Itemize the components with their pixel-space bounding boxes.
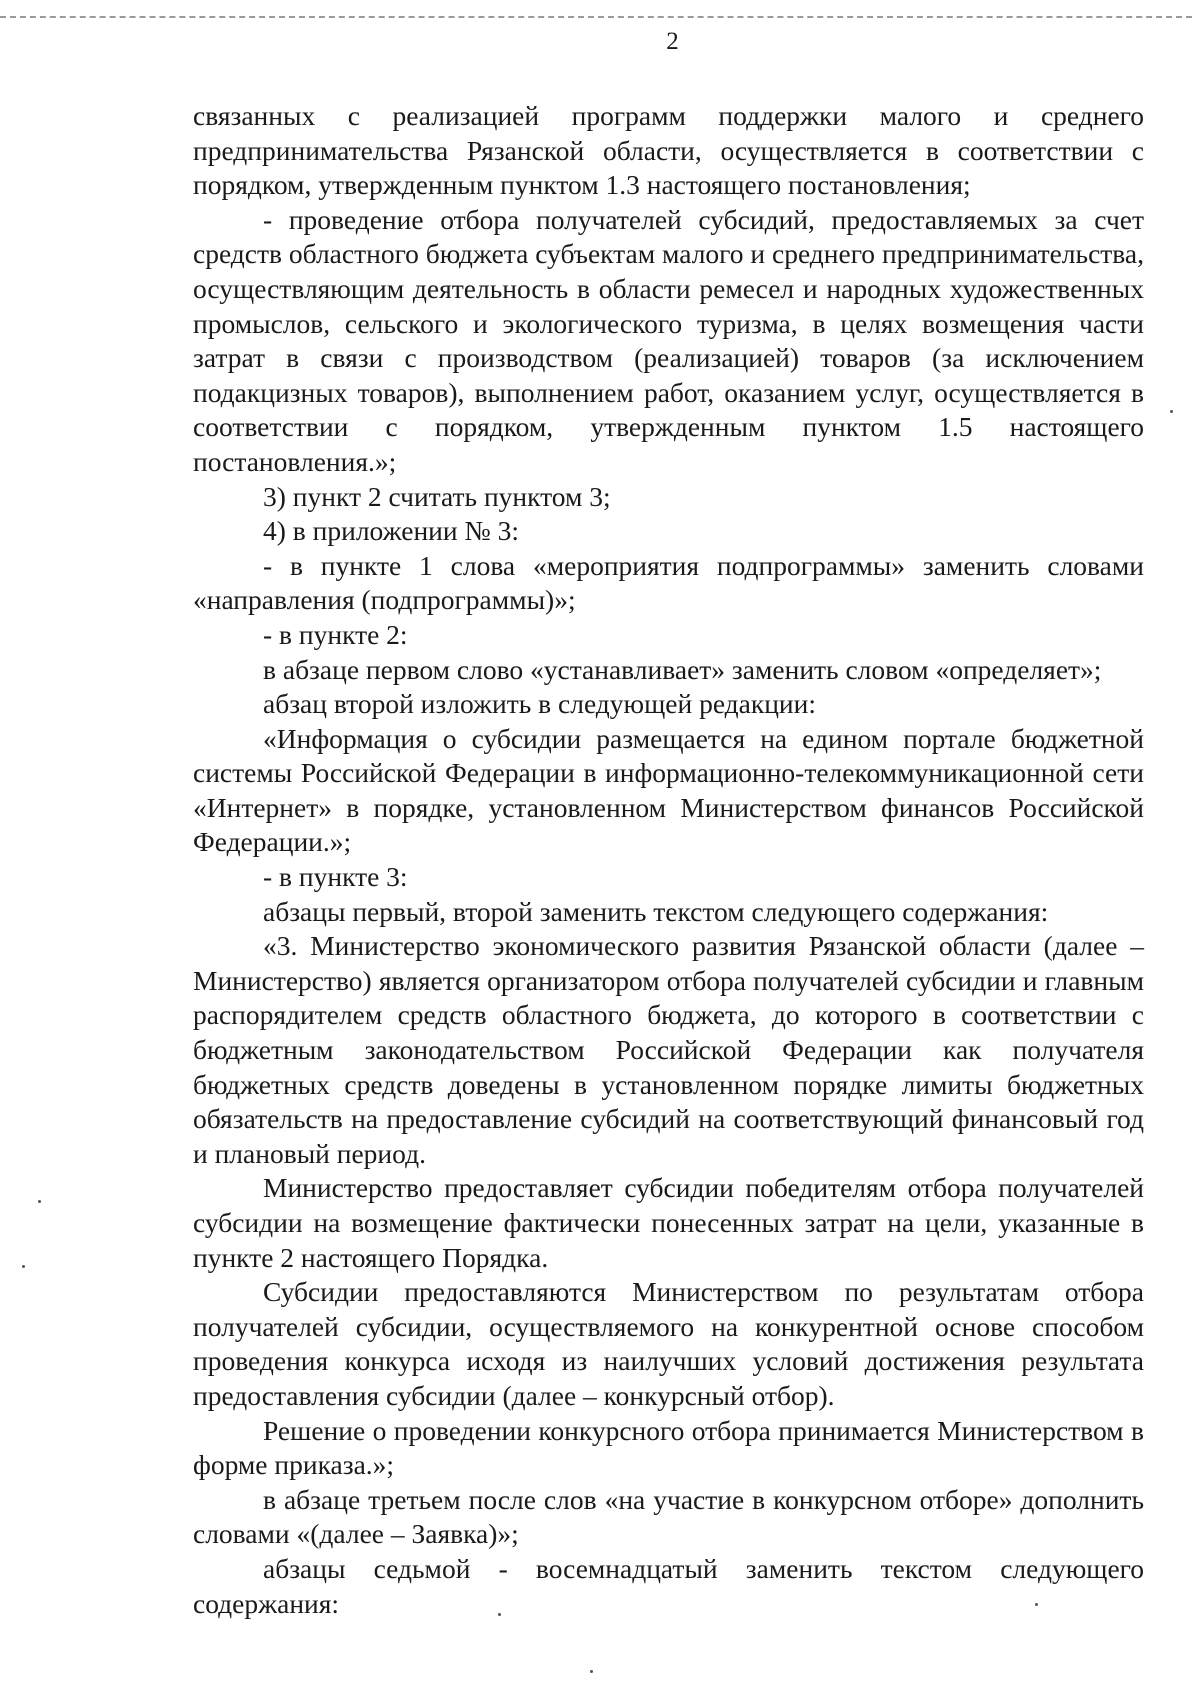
scan-speck: [22, 1265, 25, 1268]
scan-speck: [498, 1613, 501, 1616]
paragraph: - в пункте 1 слова «мероприятия подпрограммы» заменить словами «направления (подпрограммы)»;: [193, 549, 1144, 616]
page-number: 2: [666, 28, 679, 55]
paragraph: абзацы седьмой - восемнадцатый заменить текстом следующего содержания:: [193, 1552, 1144, 1619]
document-body: [193, 99, 1144, 1621]
scan-speck: [1035, 1603, 1038, 1606]
paragraph: - в пункте 3:: [263, 861, 408, 893]
paragraph: 4) в приложении № 3:: [263, 515, 519, 547]
scan-speck: [38, 1200, 41, 1203]
paragraph: «3. Министерство экономического развития Рязанской области (далее – Министерство) является организатором отбора получателей субсидии и главным распорядителем средств областного бюджета, до которого в соответствии с бюджетным законодательством Российской Федерации как получателя бюджетных средств доведены в установленном порядке лимиты бюджетных обязательств на предоставление субсидий на соответствующий финансовый год и плановый период.: [193, 930, 1144, 1169]
paragraph: 3) пункт 2 считать пунктом 3;: [263, 480, 611, 512]
paragraph: Министерство предоставляет субсидии победителям отбора получателей субсидии на возмещение фактически понесенных затрат на цели, указанные в пункте 2 настоящего Порядка.: [193, 1172, 1144, 1273]
paragraph: связанных с реализацией программ поддержки малого и среднего предпринимательства Рязанской области, осуществляется в соответствии с порядком, утвержденным пунктом 1.3 настоящего постановления;: [193, 100, 1144, 201]
paragraph: в абзаце первом слово «устанавливает» заменить словом «определяет»;: [263, 653, 1102, 685]
paragraph: абзацы первый, второй заменить текстом следующего содержания:: [263, 895, 1049, 927]
scan-header-line: [0, 16, 1192, 18]
paragraph: абзац второй изложить в следующей редакции:: [263, 688, 817, 720]
scan-speck: [1170, 410, 1173, 413]
scan-speck: [590, 1670, 593, 1673]
paragraph: Субсидии предоставляются Министерством по результатам отбора получателей субсидии, осуществляемого на конкурентной основе способом проведения конкурса исходя из наилучших условий достижения результата предоставления субсидии (далее – конкурсный отбор).: [193, 1276, 1144, 1411]
paragraph: в абзаце третьем после слов «на участие в конкурсном отборе» дополнить словами «(далее – Заявка)»;: [193, 1483, 1144, 1550]
paragraph: «Информация о субсидии размещается на едином портале бюджетной системы Российской Федерации в информационно-телекоммуникационной сети «Интернет» в порядке, установленном Министерством финансов Российской Федерации.»;: [193, 722, 1144, 858]
paragraph: - проведение отбора получателей субсидий, предоставляемых за счет средств областного бюджета субъектам малого и среднего предпринимательства, осуществляющим деятельность в области ремесел и народных художественных промыслов, сельского и экологического туризма, в целях возмещения части затрат в связи с производством (реализацией) товаров (за исключением подакцизных товаров), выполнением работ, оказанием услуг, осуществляется в соответствии с порядком, утвержденным пунктом 1.5 настоящего постановления.»;: [193, 203, 1144, 477]
paragraph: - в пункте 2:: [263, 618, 408, 650]
paragraph: Решение о проведении конкурсного отбора принимается Министерством в форме приказа.»;: [193, 1414, 1144, 1481]
